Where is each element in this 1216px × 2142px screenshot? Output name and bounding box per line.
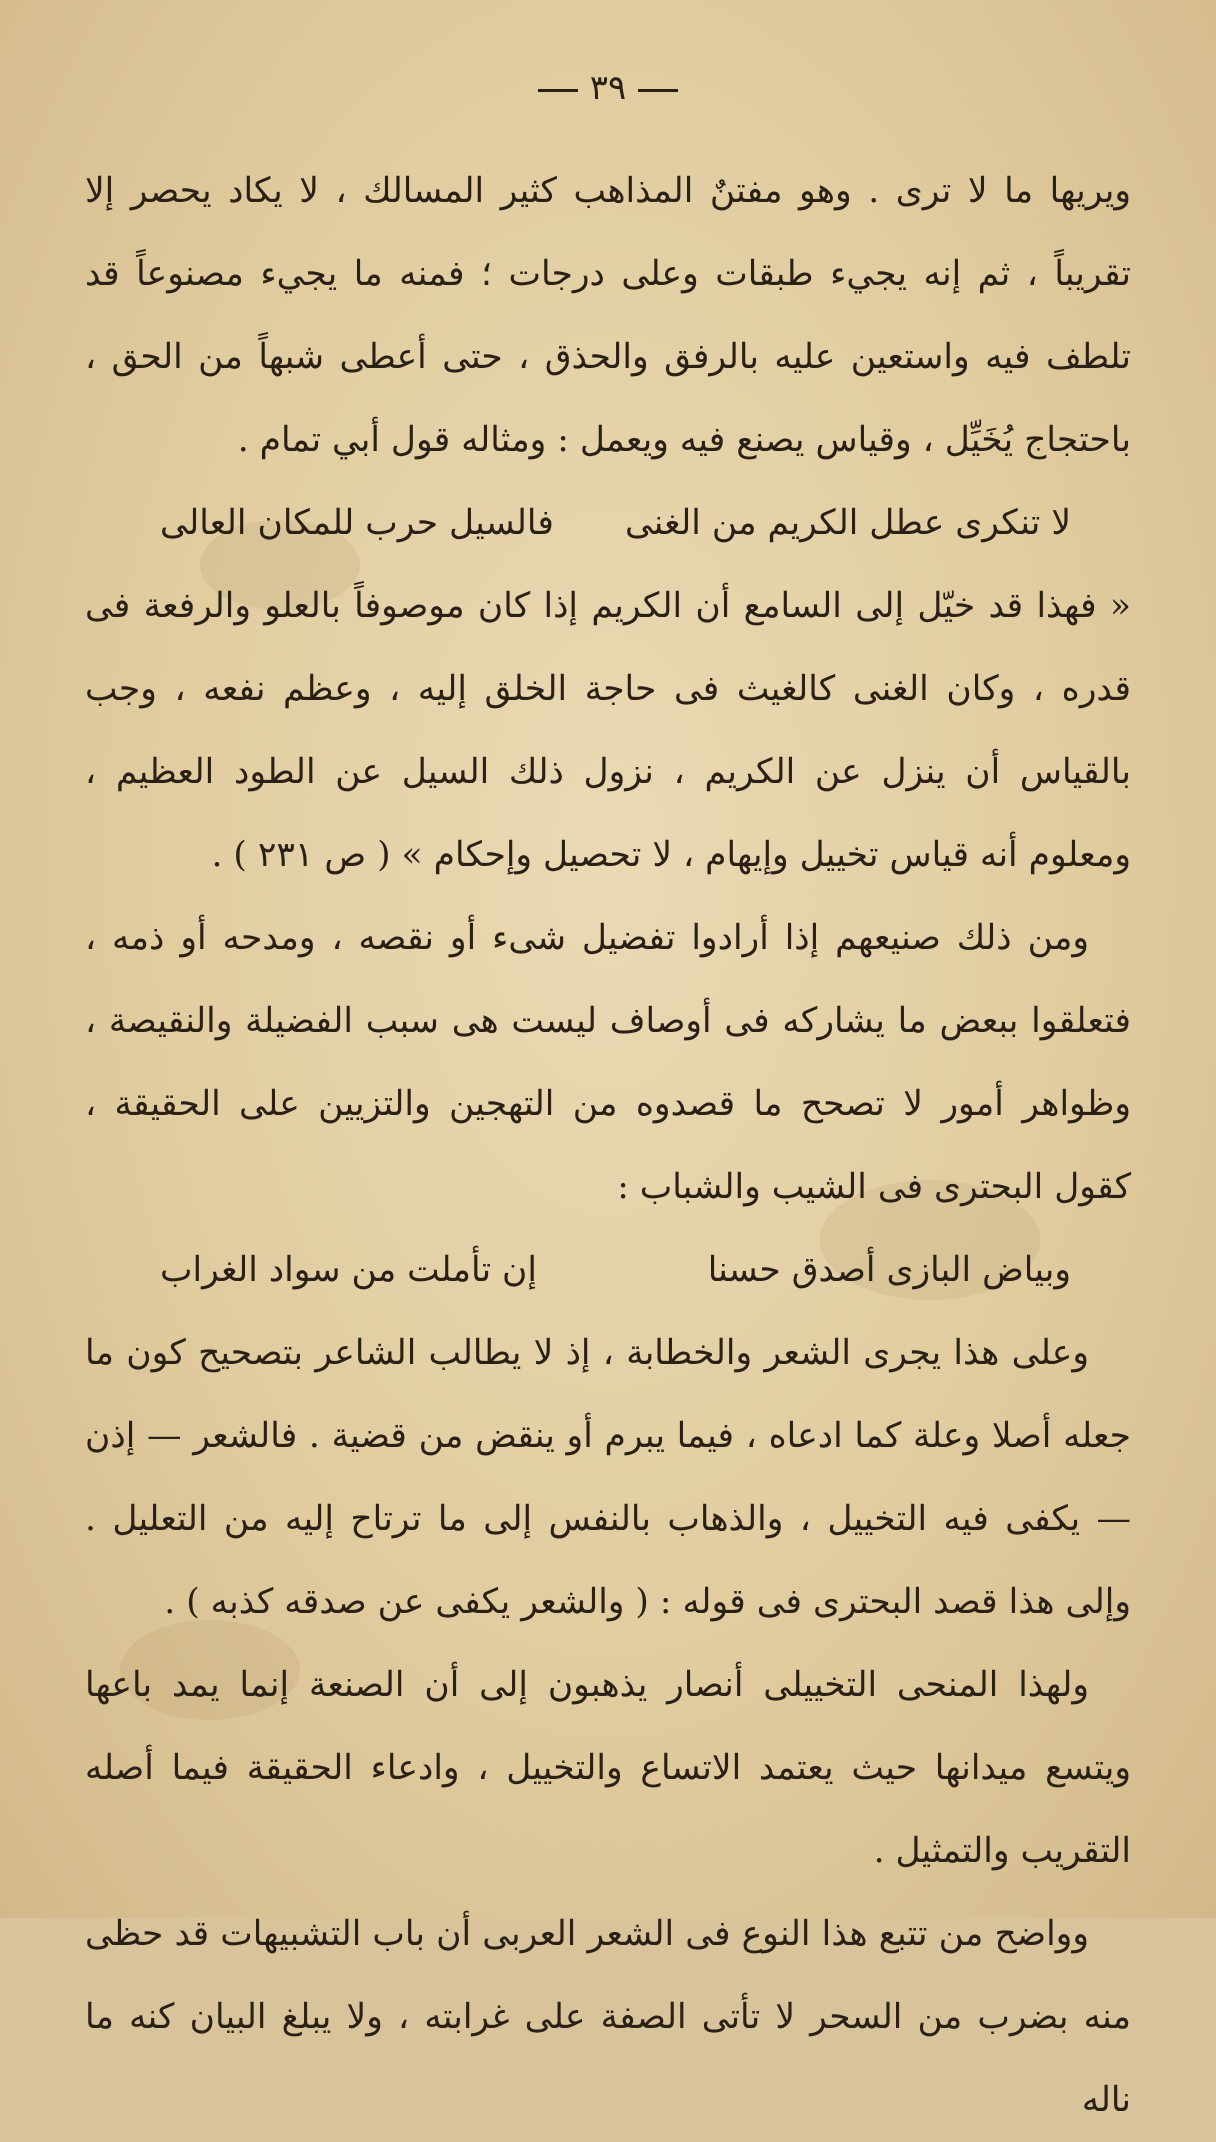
verse-second-hemistich: فالسيل حرب للمكان العالى [160, 503, 554, 543]
paragraph: ومن ذلك صنيعهم إذا أرادوا تفضيل شىء أو نقصه ، ومدحه أو ذمه ، فتعلقوا ببعض ما يشاركه فى أوصاف ليست هى سبب الفضيلة والنقيصة ، وظواهر أمور لا تصحح ما قصدوه من التهجين والتزيين على الحقيقة ، كقول البحترى فى الشيب والشباب : [85, 918, 1131, 1207]
verse-line [85, 482, 1131, 565]
page-number-dash-right [638, 89, 678, 92]
quoted-paragraph: « فهذا قد خيّل إلى السامع أن الكريم إذا كان موصوفاً بالعلو والرفعة فى قدره ، وكان الغنى كالغيث فى حاجة الخلق إليه ، وعظم نفعه ، وجب بالقياس أن ينزل عن الكريم ، نزول ذلك السيل عن الطود العظيم ، ومعلوم أنه قياس تخييل وإيهام ، لا تحصيل وإحكام » ( ص ٢٣١ ) . [85, 586, 1131, 875]
verse-first-hemistich: وبياض البازى أصدق حسنا [707, 1250, 1071, 1290]
paragraph: وواضح من تتبع هذا النوع فى الشعر العربى أن باب التشبيهات قد حظى منه بضرب من السحر لا تأتى الصفة على غرابته ، ولا يبلغ البيان كنه ما ناله [85, 1914, 1131, 2120]
verse-second-hemistich: إن تأملت من سواد الغراب [160, 1250, 537, 1290]
verse-line [85, 1229, 1131, 1312]
verse-first-hemistich: لا تنكرى عطل الكريم من الغنى [624, 503, 1071, 543]
paragraph: ويريها ما لا ترى . وهو مفتنٌ المذاهب كثير المسالك ، لا يكاد يحصر إلا تقريباً ، ثم إنه يجيء طبقات وعلى درجات ؛ فمنه ما يجيء مصنوعاً قد تلطف فيه واستعين عليه بالرفق والحذق ، حتى أعطى شبهاً من الحق ، باحتجاج يُخَيِّل ، وقياس يصنع فيه ويعمل : ومثاله قول أبي تمام . [85, 171, 1131, 460]
page-number-value: ٣٩ [589, 68, 627, 108]
paragraph: ولهذا المنحى التخييلى أنصار يذهبون إلى أن الصنعة إنما يمد باعها ويتسع ميدانها حيث يعتمد الاتساع والتخييل ، وادعاء الحقيقة فيما أصله التقريب والتمثيل . [85, 1665, 1131, 1871]
page-number [0, 68, 1216, 108]
page-number-dash-left [538, 89, 578, 92]
body-text [85, 150, 1131, 2142]
paragraph: وعلى هذا يجرى الشعر والخطابة ، إذ لا يطالب الشاعر بتصحيح كون ما جعله أصلا وعلة كما ادعاه ، فيما يبرم أو ينقض من قضية . فالشعر — إذن — يكفى فيه التخييل ، والذهاب بالنفس إلى ما ترتاح إليه من التعليل . وإلى هذا قصد البحترى فى قوله : ( والشعر يكفى عن صدقه كذبه ) . [85, 1333, 1131, 1622]
